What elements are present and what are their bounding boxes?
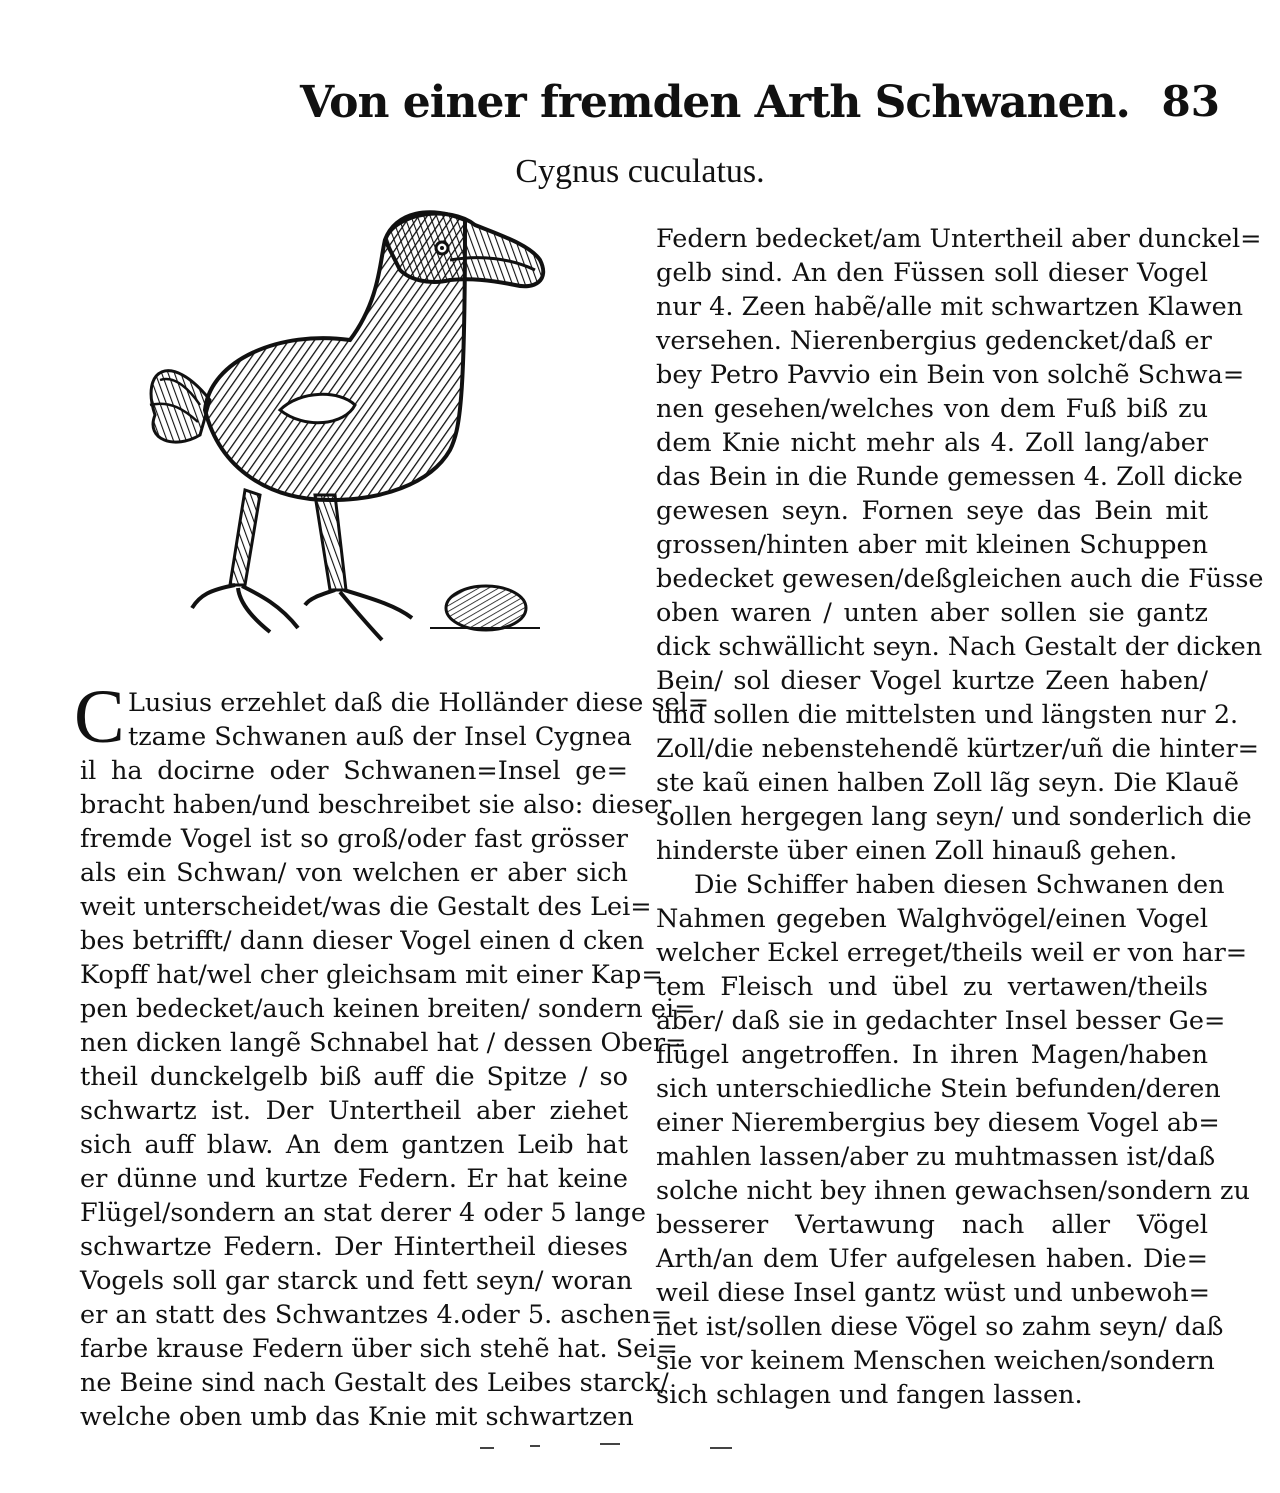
text-line: Arth/an dem Ufer aufgelesen haben. Die= (656, 1244, 1208, 1274)
text-line: aber/ daß sie in gedachter Insel besser Ge= (656, 1006, 1226, 1036)
text-line: il ha docirne oder Schwanen=Insel ge= (80, 756, 628, 786)
dodo-woodcut-icon (130, 200, 550, 670)
text-line: nen gesehen/welches von dem Fuß biß zu (656, 394, 1208, 424)
ink-marks (470, 1436, 800, 1456)
text-line: bes betrifft/ dann dieser Vogel einen d cken (80, 926, 645, 956)
text-line: versehen. Nierenbergius gedencket/daß er (656, 326, 1212, 356)
text-line: sich schlagen und fangen lassen. (656, 1380, 1083, 1410)
text-line: welche oben umb das Knie mit schwartzen (80, 1402, 634, 1432)
text-line: sie vor keinem Menschen weichen/sondern (656, 1346, 1215, 1376)
text-line: fremde Vogel ist so groß/oder fast grösser (80, 824, 628, 854)
text-line: Flügel/sondern an stat derer 4 oder 5 lange (80, 1198, 646, 1228)
text-line: tzame Schwanen auß der Insel Cygnea (128, 722, 632, 752)
text-line: er dünne und kurtze Federn. Er hat keine (80, 1164, 628, 1194)
text-line: Zoll/die nebenstehendẽ kürtzer/uñ die hinter= (656, 734, 1260, 764)
text-line: sollen hergegen lang seyn/ und sonderlich die (656, 802, 1252, 832)
text-line: als ein Schwan/ von welchen er aber sich (80, 858, 628, 888)
page-number: 83 (1161, 77, 1220, 126)
text-line: grossen/hinten aber mit kleinen Schuppen (656, 530, 1208, 560)
text-line: Nahmen gegeben Walghvögel/einen Vogel (656, 904, 1208, 934)
text-line: gelb sind. An den Füssen soll dieser Vogel (656, 258, 1208, 288)
text-line: tem Fleisch und übel zu vertawen/theils (656, 972, 1208, 1002)
text-line: welcher Eckel erreget/theils weil er von har= (656, 938, 1248, 968)
drop-cap: C (74, 675, 125, 759)
text-line: schwartz ist. Der Untertheil aber ziehet (80, 1096, 628, 1126)
text-line: mahlen lassen/aber zu muhtmassen ist/daß (656, 1142, 1216, 1172)
text-line: weit unterscheidet/was die Gestalt des Lei= (80, 892, 652, 922)
text-line: bey Petro Pavvio ein Bein von solchẽ Schwa= (656, 360, 1245, 390)
egg (446, 586, 526, 630)
text-line: nen dicken langẽ Schnabel hat / dessen Ober= (80, 1028, 687, 1058)
text-line: nur 4. Zeen habẽ/alle mit schwartzen Klawen (656, 292, 1244, 322)
text-line: theil dunckelgelb biß auff die Spitze / so (80, 1062, 628, 1092)
right-text-column (656, 222, 1264, 1412)
text-line: sich auff blaw. An dem gantzen Leib hat (80, 1130, 628, 1160)
text-line: Federn bedecket/am Untertheil aber dunckel= (656, 224, 1262, 254)
text-line: sich unterschiedliche Stein befunden/deren (656, 1074, 1221, 1104)
text-line: Die Schiffer haben diesen Schwanen den (694, 870, 1225, 900)
text-line: ste kaũ einen halben Zoll lãg seyn. Die Klauẽ (656, 768, 1239, 798)
dodo-legs (192, 490, 412, 640)
text-line: bracht haben/und beschreibet sie also: dieser (80, 790, 672, 820)
text-line: Lusius erzehlet daß die Holländer diese sel= (128, 688, 710, 718)
text-line: gewesen seyn. Fornen seye das Bein mit (656, 496, 1208, 526)
text-line: net ist/sollen diese Vögel so zahm seyn/ daß (656, 1312, 1224, 1342)
text-line: oben waren / unten aber sollen sie gantz (656, 598, 1208, 628)
text-line: dick schwällicht seyn. Nach Gestalt der dicken (656, 632, 1263, 662)
text-line: weil diese Insel gantz wüst und unbewoh= (656, 1278, 1211, 1308)
text-line: hinderste über einen Zoll hinauß gehen. (656, 836, 1178, 866)
text-line: Kopff hat/wel cher gleichsam mit einer Kap= (80, 960, 663, 990)
left-text-column (74, 675, 710, 1434)
text-line: Bein/ sol dieser Vogel kurtze Zeen haben/ (656, 666, 1208, 696)
text-line: bedecket gewesen/deßgleichen auch die Füsse (656, 564, 1264, 594)
text-line: farbe krause Federn über sich stehẽ hat. Sei= (80, 1334, 678, 1364)
running-title: Von einer fremden Arth Schwanen. (300, 77, 1130, 128)
text-line: flügel angetroffen. In ihren Magen/haben (656, 1040, 1208, 1070)
text-line: schwartze Federn. Der Hintertheil dieses (80, 1232, 628, 1262)
text-line: pen bedecket/auch keinen breiten/ sondern ei= (80, 994, 696, 1024)
text-line: und sollen die mittelsten und längsten nur 2. (656, 700, 1239, 730)
text-line: ne Beine sind nach Gestalt des Leibes starck/ (80, 1368, 669, 1398)
text-line: Vogels soll gar starck und fett seyn/ woran (80, 1266, 633, 1296)
species-subtitle: Cygnus cuculatus. (515, 153, 765, 190)
text-line: dem Knie nicht mehr als 4. Zoll lang/aber (656, 428, 1208, 458)
dodo-head (385, 214, 543, 287)
text-line: einer Nierembergius bey diesem Vogel ab= (656, 1108, 1220, 1138)
text-line: er an statt des Schwantzes 4.oder 5. aschen= (80, 1300, 673, 1330)
text-line: besserer Vertawung nach aller Vögel (656, 1210, 1208, 1240)
tail-feathers (150, 371, 210, 442)
text-line: solche nicht bey ihnen gewachsen/sondern zu (656, 1176, 1250, 1206)
text-line: das Bein in die Runde gemessen 4. Zoll dicke (656, 462, 1243, 492)
